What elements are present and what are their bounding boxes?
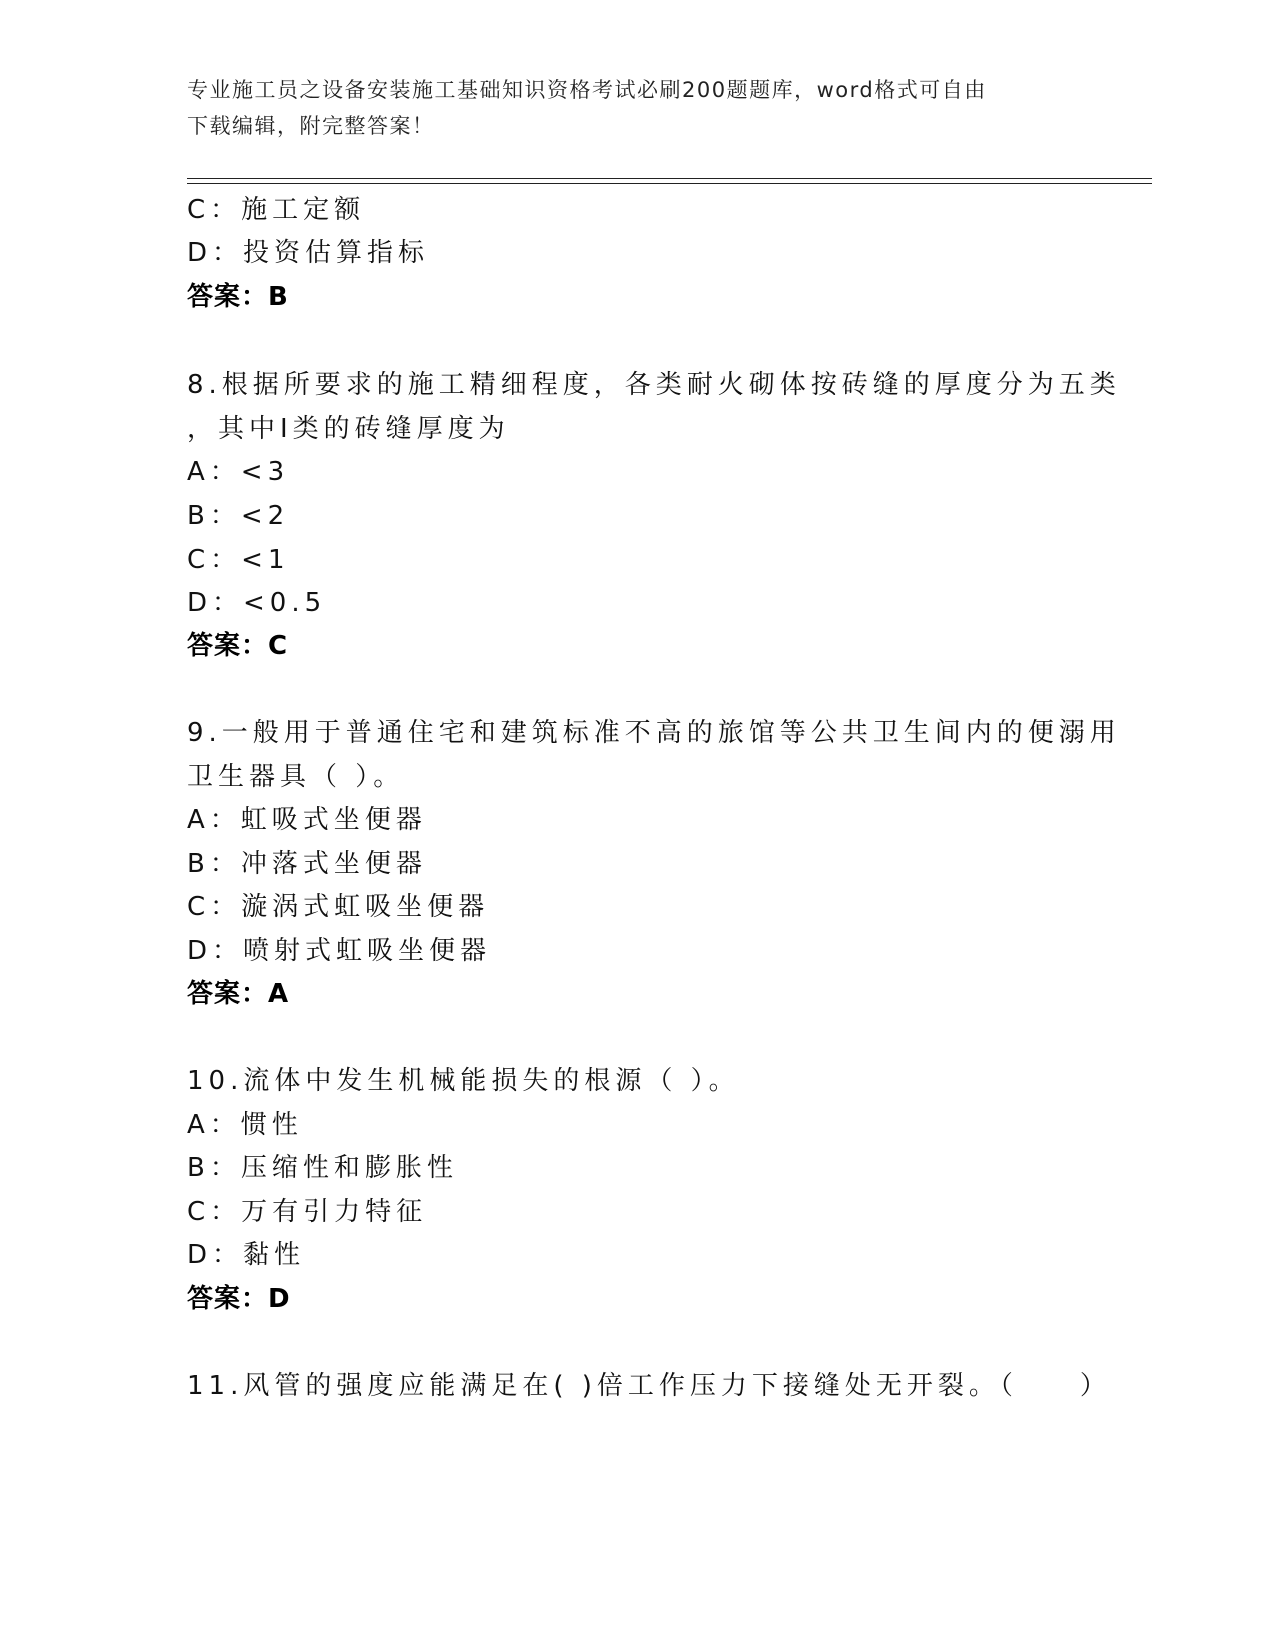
q9-option-b: B：冲落式坐便器 <box>187 849 427 879</box>
q9-option-a: A：虹吸式坐便器 <box>187 805 427 835</box>
q8-stem-line-1: 8.根据所要求的施工精细程度，各类耐火砌体按砖缝的厚度分为五类 <box>187 370 1121 400</box>
q7-option-c: C：施工定额 <box>187 195 366 225</box>
q8-stem-line-2: ，其中Ⅰ类的砖缝厚度为 <box>187 414 510 444</box>
q10-stem: 10.流体中发生机械能损失的根源（ ）。 <box>187 1066 740 1096</box>
q8-option-c: C：<1 <box>187 545 290 575</box>
header-divider-bottom <box>187 183 1152 184</box>
q10-option-a: A：惯性 <box>187 1110 303 1140</box>
header-line-2: 下载编辑，附完整答案！ <box>187 114 435 138</box>
q11-stem: 11.风管的强度应能满足在( )倍工作压力下接缝处无开裂。（ ） <box>187 1371 1111 1401</box>
header-line-1: 专业施工员之设备安装施工基础知识资格考试必刷200题题库，word格式可自由 <box>187 78 987 102</box>
header-divider-top <box>187 178 1152 179</box>
q10-answer: 答案：D <box>187 1284 291 1314</box>
q7-option-d: D：投资估算指标 <box>187 238 430 268</box>
q10-option-b: B：压缩性和膨胀性 <box>187 1153 458 1183</box>
q7-answer: 答案：B <box>187 282 289 312</box>
q9-stem-line-1: 9.一般用于普通住宅和建筑标准不高的旅馆等公共卫生间内的便溺用 <box>187 718 1121 748</box>
q8-option-d: D：<0.5 <box>187 588 327 618</box>
q9-option-c: C：漩涡式虹吸坐便器 <box>187 892 490 922</box>
q10-option-c: C：万有引力特征 <box>187 1197 428 1227</box>
q9-answer: 答案：A <box>187 979 290 1009</box>
q9-option-d: D：喷射式虹吸坐便器 <box>187 936 492 966</box>
q9-stem-line-2: 卫生器具（ ）。 <box>187 762 405 792</box>
q8-answer: 答案：C <box>187 631 289 661</box>
q10-option-d: D：黏性 <box>187 1240 306 1270</box>
q8-option-b: B：<2 <box>187 501 290 531</box>
q8-option-a: A：<3 <box>187 457 290 487</box>
document-header <box>187 72 1087 144</box>
